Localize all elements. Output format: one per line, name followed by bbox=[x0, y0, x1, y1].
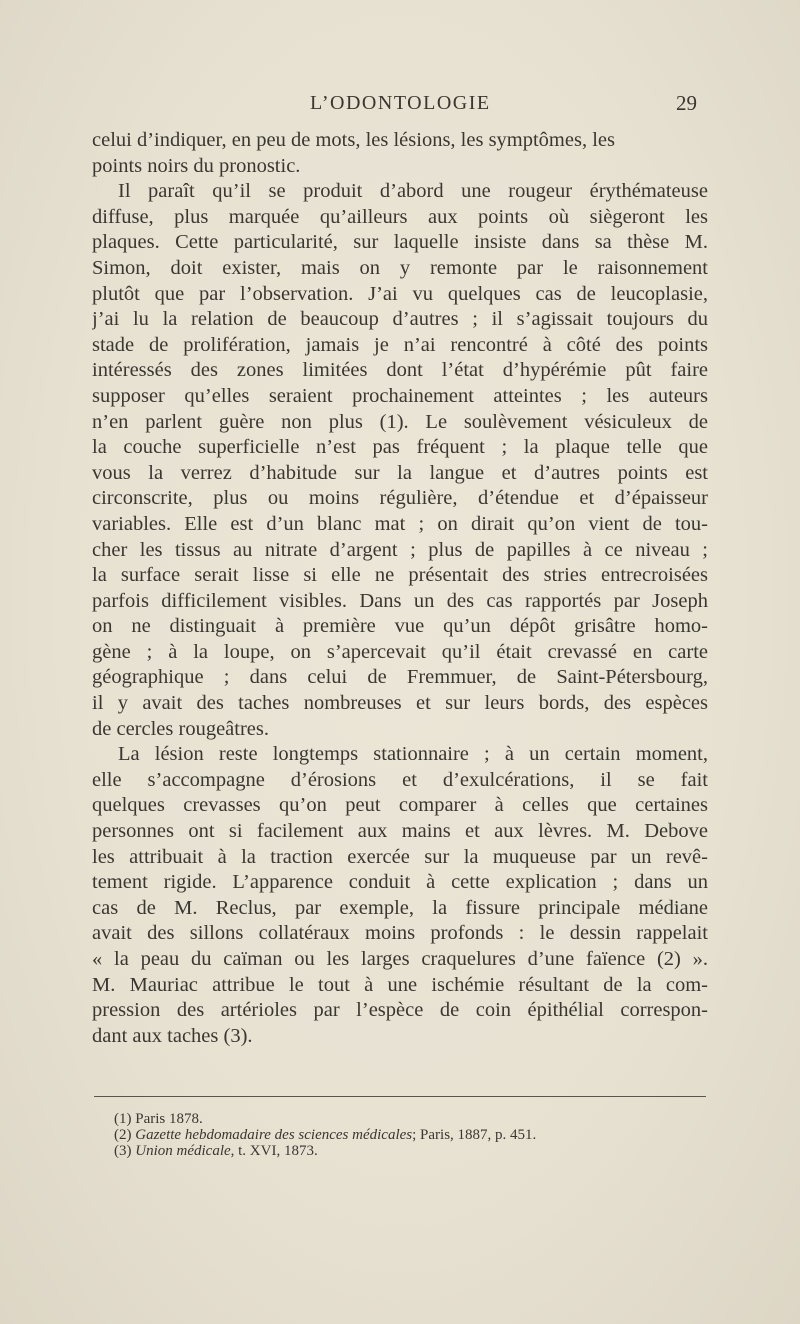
text-line: circonscrite, plus ou moins régulière, d’étendue et d’épaisseur bbox=[92, 487, 708, 510]
text-line: parfois difficilement visibles. Dans un des cas rapportés par Joseph bbox=[92, 589, 708, 612]
text-line: pression des artérioles par l’espèce de coin épithélial correspon- bbox=[92, 999, 708, 1022]
footnote-2 bbox=[114, 1127, 694, 1143]
footnote-3 bbox=[114, 1143, 694, 1159]
text-line: cher les tissus au nitrate d’argent ; plus de papilles à ce niveau ; bbox=[92, 538, 708, 561]
text-line: de cercles rougeâtres. bbox=[92, 717, 269, 740]
text-line: plaques. Cette particularité, sur laquelle insiste dans sa thèse M. bbox=[92, 231, 708, 254]
text-line: la couche superficielle n’est pas fréquent ; la plaque telle que bbox=[92, 436, 708, 459]
footnote-rule bbox=[94, 1096, 706, 1097]
text-line: gène ; à la loupe, on s’apercevait qu’il était crevassé en carte bbox=[92, 640, 708, 663]
footnote-1 bbox=[114, 1111, 694, 1127]
text-line: n’en parlent guère non plus (1). Le soulèvement vésiculeux de bbox=[92, 410, 708, 433]
text-line: points noirs du pronostic. bbox=[92, 154, 301, 177]
footnote-text: ; Paris, 1887, p. 451. bbox=[412, 1127, 537, 1143]
body-text bbox=[92, 128, 708, 1049]
footnote-ref: (1) bbox=[114, 1111, 132, 1127]
text-line: les attribuait à la traction exercée sur la muqueuse par un revê- bbox=[92, 845, 708, 868]
text-line: intéressés des zones limitées dont l’état d’hypérémie pût faire bbox=[92, 359, 708, 382]
text-line: il y avait des taches nombreuses et sur leurs bords, des espèces bbox=[92, 692, 708, 715]
running-head bbox=[0, 87, 800, 119]
text-line: elle s’accompagne d’érosions et d’exulcérations, il se fait bbox=[92, 768, 708, 791]
text-line: cas de M. Reclus, par exemple, la fissure principale médiane bbox=[92, 896, 708, 919]
text-line: avait des sillons collatéraux moins profonds : le dessin rappelait bbox=[92, 922, 708, 945]
text-line: variables. Elle est d’un blanc mat ; on dirait qu’on vient de tou- bbox=[92, 512, 708, 535]
text-line: dant aux taches (3). bbox=[92, 1024, 253, 1047]
text-line: Il paraît qu’il se produit d’abord une rougeur érythémateuse bbox=[118, 180, 708, 203]
text-line: on ne distinguait à première vue qu’un dépôt grisâtre homo- bbox=[92, 615, 708, 638]
footnote-ref: (3) bbox=[114, 1143, 132, 1159]
text-line: stade de prolifération, jamais je n’ai rencontré à côté des points bbox=[92, 333, 708, 356]
text-line: M. Mauriac attribue le tout à une ischémie résultant de la com- bbox=[92, 973, 708, 996]
footnote-text: , t. XVI, 1873. bbox=[230, 1143, 318, 1159]
footnote-ref: (2) bbox=[114, 1127, 132, 1143]
footnotes bbox=[114, 1111, 694, 1159]
text-line: vous la verrez d’habitude sur la langue et d’autres points est bbox=[92, 461, 708, 484]
text-line: diffuse, plus marquée qu’ailleurs aux points où siègeront les bbox=[92, 205, 708, 228]
text-line: personnes ont si facilement aux mains et aux lèvres. M. Debove bbox=[92, 820, 708, 843]
text-line: j’ai lu la relation de beaucoup d’autres ; il s’agissait toujours du bbox=[92, 308, 708, 331]
text-line: tement rigide. L’apparence conduit à cette explication ; dans un bbox=[92, 871, 708, 894]
text-line: La lésion reste longtemps stationnaire ; à un certain moment, bbox=[118, 743, 708, 766]
text-line: plutôt que par l’observation. J’ai vu quelques cas de leucoplasie, bbox=[92, 282, 708, 305]
text-line: la surface serait lisse si elle ne présentait des stries entrecroisées bbox=[92, 564, 708, 587]
text-line: géographique ; dans celui de Fremmuer, de Saint-Pétersbourg, bbox=[92, 666, 708, 689]
footnote-journal-title: Gazette hebdomadaire des sciences médicales bbox=[135, 1127, 413, 1143]
text-line: celui d’indiquer, en peu de mots, les lésions, les symptômes, les bbox=[92, 129, 615, 151]
text-line: quelques crevasses qu’on peut comparer à celles que certaines bbox=[92, 794, 708, 817]
footnote-journal-title: Union médicale bbox=[135, 1143, 231, 1159]
text-line: supposer qu’elles seraient prochainement atteintes ; les auteurs bbox=[92, 384, 708, 407]
text-line: Simon, doit exister, mais on y remonte par le raisonnement bbox=[92, 256, 708, 279]
page-number: 29 bbox=[676, 91, 697, 115]
journal-title: L’ODONTOLOGIE bbox=[310, 92, 491, 114]
text-line: « la peau du caïman ou les larges craquelures d’une faïence (2) ». bbox=[92, 948, 708, 970]
footnote-text: Paris 1878. bbox=[135, 1111, 203, 1127]
